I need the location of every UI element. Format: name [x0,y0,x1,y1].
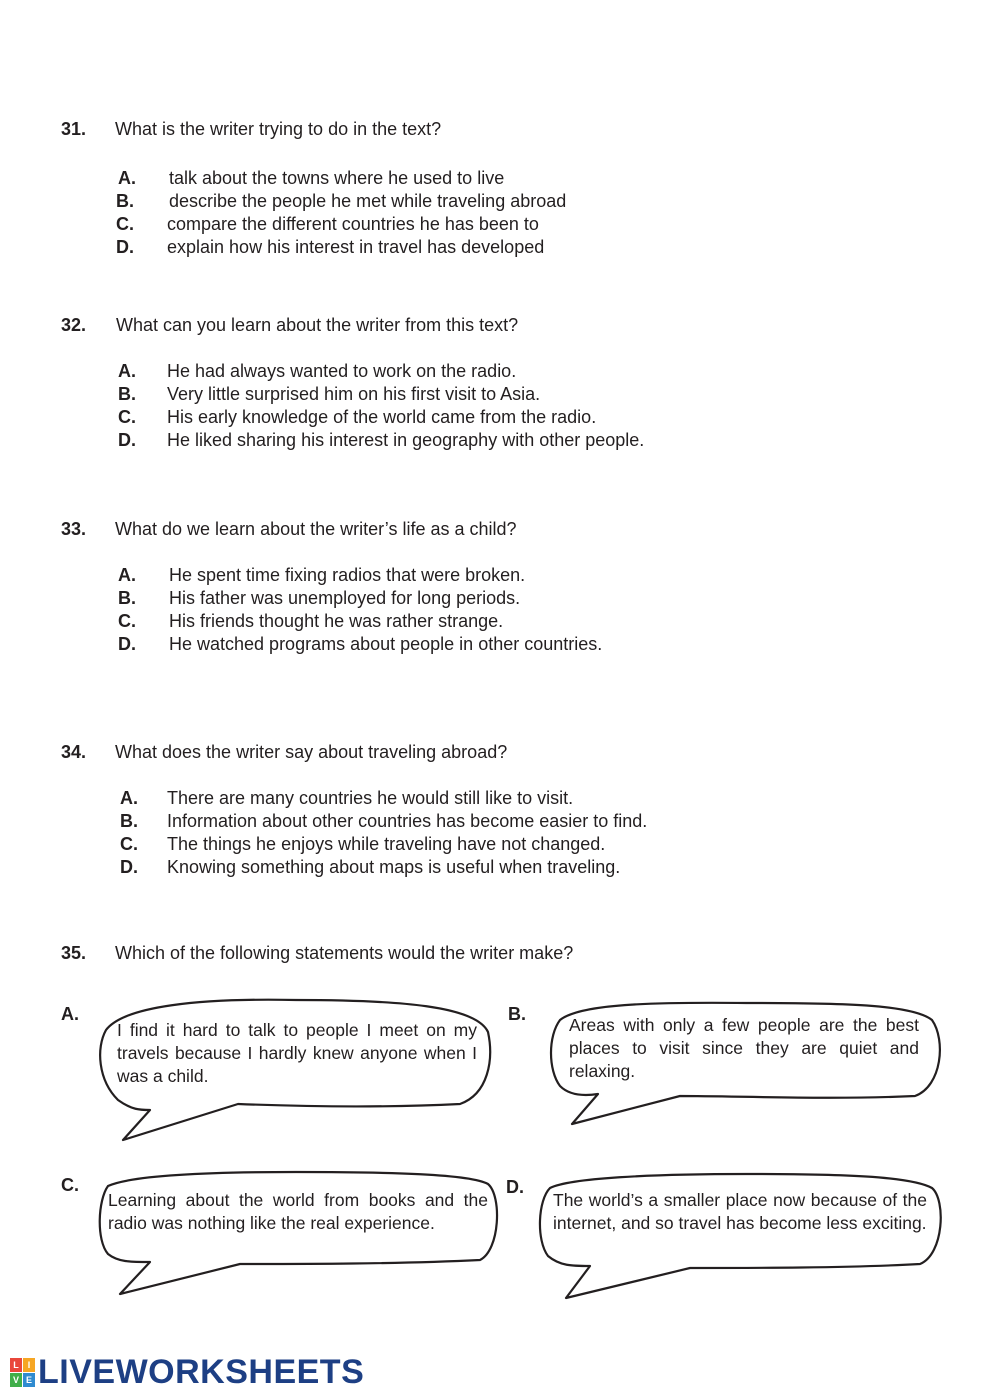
bubble-letter-c: C. [61,1175,79,1195]
question-text: What is the writer trying to do in the text? [115,119,442,139]
logo-tile: V [10,1373,22,1387]
logo-tiles-icon [10,1358,35,1387]
option-text: His friends thought he was rather strange. [169,611,504,631]
option-letter: D. [120,857,138,877]
option-letter: C. [116,214,134,234]
option-letter: D. [116,237,134,257]
question-number: 35. [61,943,87,963]
logo-tile: I [23,1358,35,1372]
bubble-text-c: Learning about the world from books and the radio was nothing like the real experience. [108,1190,488,1233]
option-text: His early knowledge of the world came from the radio. [167,407,597,427]
option-text: He liked sharing his interest in geography with other people. [167,430,645,450]
question-number: 32. [61,315,87,335]
option-letter: C. [120,834,138,854]
option-text: explain how his interest in travel has developed [167,237,545,257]
option-text: talk about the towns where he used to live [169,168,505,188]
option-letter: B. [118,588,136,608]
logo-text: LIVEWORKSHEETS [38,1352,365,1391]
option-letter: C. [118,407,136,427]
logo-tile: L [10,1358,22,1372]
question-text: What does the writer say about traveling abroad? [115,742,508,762]
question-text: Which of the following statements would the writer make? [115,943,574,963]
bubble-text-b: Areas with only a few people are the best places to visit since they are quiet and relaxing. [569,1015,919,1081]
option-letter: D. [118,634,136,654]
option-text: He spent time fixing radios that were broken. [169,565,526,585]
bubble-letter-b: B. [508,1004,526,1024]
bubble-letter-a: A. [61,1004,79,1024]
option-letter: A. [118,361,136,381]
option-letter: B. [116,191,134,211]
question-number: 34. [61,742,87,762]
bubble-text-a: I find it hard to talk to people I meet on my travels because I hardly knew anyone when I was a child. [117,1020,477,1086]
bubble-text-d: The world’s a smaller place now because of the internet, and so travel has become less exciting. [553,1190,927,1233]
option-text: Very little surprised him on his first visit to Asia. [167,384,541,404]
option-text: Information about other countries has become easier to find. [167,811,648,831]
liveworksheets-logo [10,1352,364,1392]
question-text: What do we learn about the writer’s life as a child? [115,519,517,539]
option-text: There are many countries he would still like to visit. [167,788,574,808]
question-number: 33. [61,519,87,539]
option-text: Knowing something about maps is useful when traveling. [167,857,621,877]
option-text: His father was unemployed for long periods. [169,588,521,608]
option-letter: B. [118,384,136,404]
question-text: What can you learn about the writer from this text? [116,315,519,335]
option-text: The things he enjoys while traveling have not changed. [167,834,606,854]
question-number: 31. [61,119,87,139]
option-letter: A. [118,565,136,585]
option-text: describe the people he met while traveling abroad [169,191,567,211]
option-text: He had always wanted to work on the radio. [167,361,517,381]
option-letter: B. [120,811,138,831]
bubble-letter-d: D. [506,1177,524,1197]
option-letter: C. [118,611,136,631]
option-letter: D. [118,430,136,450]
logo-tile: E [23,1373,35,1387]
option-letter: A. [118,168,136,188]
option-text: He watched programs about people in other countries. [169,634,603,654]
option-letter: A. [120,788,138,808]
option-text: compare the different countries he has been to [167,214,539,234]
